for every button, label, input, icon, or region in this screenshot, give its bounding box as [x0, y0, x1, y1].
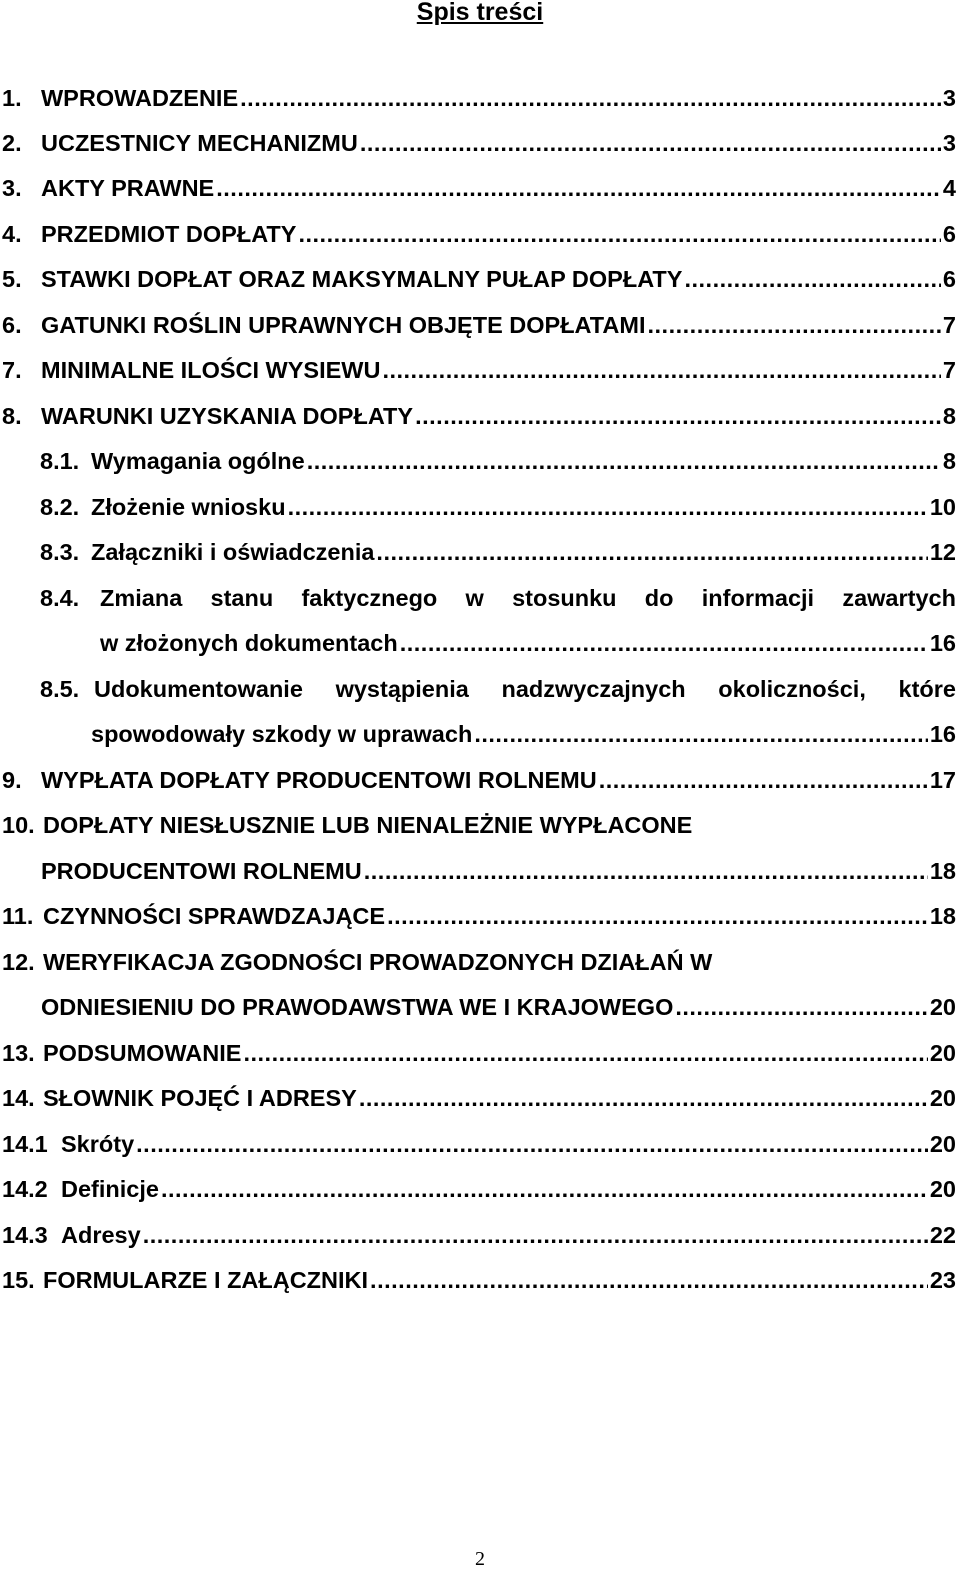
- toc-subentry-continuation[interactable]: [0, 718, 960, 750]
- toc-entry-number: 3.: [2, 175, 22, 201]
- toc-word: w: [465, 585, 484, 611]
- toc-subentry[interactable]: [0, 491, 960, 523]
- toc-entry-number: 8.2.: [40, 494, 80, 520]
- toc-entry-title: MINIMALNE ILOŚCI WYSIEWU: [41, 357, 381, 383]
- toc-entry-page: 18: [929, 903, 956, 929]
- toc-entry-page: 7: [942, 312, 956, 338]
- toc-entry-number: 14.2: [2, 1176, 48, 1202]
- toc-entry[interactable]: [0, 127, 960, 159]
- toc-entry-title: CZYNNOŚCI SPRAWDZAJĄCE: [43, 903, 386, 929]
- toc-entry-number: 1.: [2, 85, 22, 111]
- toc-entry-continuation[interactable]: [0, 991, 960, 1023]
- toc-entry-number: 14.3: [2, 1222, 48, 1248]
- toc-entry-page: 20: [929, 1176, 956, 1202]
- toc-leader-dots: [216, 172, 941, 204]
- toc-entry-page: 20: [929, 1040, 956, 1066]
- toc-subentry-continuation[interactable]: [0, 627, 960, 659]
- toc-entry[interactable]: [0, 218, 960, 250]
- toc-entry-page: 7: [942, 357, 956, 383]
- toc-leader-dots: [360, 127, 941, 159]
- toc-word: nadzwyczajnych: [501, 676, 686, 702]
- toc-word: wystąpienia: [335, 676, 469, 702]
- toc-entry[interactable]: [0, 946, 960, 978]
- toc-entry-title: AKTY PRAWNE: [41, 175, 215, 201]
- toc-entry-page: 6: [942, 221, 956, 247]
- toc-leader-dots: [243, 1037, 927, 1069]
- toc-entry[interactable]: [0, 809, 960, 841]
- toc-word: Udokumentowanie: [94, 676, 303, 702]
- toc-entry-title: Załączniki i oświadczenia: [91, 539, 375, 565]
- toc-leader-dots: [359, 1082, 928, 1114]
- toc-entry-number: 13.: [2, 1040, 35, 1066]
- toc-leader-dots: [376, 536, 927, 568]
- toc-entry-title: UCZESTNICY MECHANIZMU: [41, 130, 358, 156]
- toc-entry-page: 12: [929, 539, 956, 565]
- toc-leader-dots: [307, 445, 941, 477]
- toc-entry-number: 2.: [2, 130, 22, 156]
- toc-entry[interactable]: [0, 900, 960, 932]
- toc-entry-title: Skróty: [61, 1131, 135, 1157]
- toc-entry-number: 8.: [2, 403, 22, 429]
- toc-entry-number: 11.: [2, 903, 34, 929]
- toc-entry-page: 16: [929, 721, 956, 747]
- toc-entry-number: 10.: [2, 812, 35, 838]
- toc-word: do: [644, 585, 674, 611]
- toc-leader-dots: [400, 627, 928, 659]
- toc-entry[interactable]: [0, 309, 960, 341]
- toc-subentry[interactable]: [0, 1219, 960, 1251]
- toc-entry-page: 16: [929, 630, 956, 656]
- toc-leader-dots: [370, 1264, 928, 1296]
- toc-leader-dots: [288, 491, 928, 523]
- toc-subentry[interactable]: [0, 536, 960, 568]
- toc-entry-title-line1: WERYFIKACJA ZGODNOŚCI PROWADZONYCH DZIAŁAŃ W: [43, 949, 713, 975]
- toc-entry-page: 17: [929, 767, 956, 793]
- toc-subentry[interactable]: [0, 582, 960, 614]
- toc-entry-title: WPROWADZENIE: [41, 85, 239, 111]
- toc-entry-page: 20: [929, 1131, 956, 1157]
- toc-leader-dots: [298, 218, 940, 250]
- toc-entry-page: 10: [929, 494, 956, 520]
- toc-entry-title-line2: PRODUCENTOWI ROLNEMU: [41, 858, 362, 884]
- toc-entry-page: 6: [942, 266, 956, 292]
- toc-entry-title-line2: w złożonych dokumentach: [100, 630, 398, 656]
- toc-entry-number: 9.: [2, 767, 22, 793]
- toc-entry[interactable]: [0, 172, 960, 204]
- toc-entry[interactable]: [0, 354, 960, 386]
- toc-word: stanu: [210, 585, 274, 611]
- toc-leader-dots: [136, 1128, 928, 1160]
- toc-subentry[interactable]: [0, 1128, 960, 1160]
- toc-leader-dots: [387, 900, 928, 932]
- toc-word: Zmiana: [100, 585, 183, 611]
- toc-entry-number: 12.: [2, 949, 35, 975]
- toc-entry-title-line1: DOPŁATY NIESŁUSZNIE LUB NIENALEŻNIE WYPŁACONE: [43, 812, 693, 838]
- toc-leader-dots: [415, 400, 941, 432]
- toc-entry-page: 8: [942, 448, 956, 474]
- toc-entry-title: FORMULARZE I ZAŁĄCZNIKI: [43, 1267, 369, 1293]
- toc-entry-page: 18: [929, 858, 956, 884]
- toc-entry-number: 8.4.: [40, 585, 80, 611]
- toc-entry-number: 8.3.: [40, 539, 80, 565]
- toc-leader-dots: [474, 718, 928, 750]
- toc-entry-page: 3: [942, 130, 956, 156]
- toc-subentry[interactable]: [0, 1173, 960, 1205]
- toc-entry-number: 15.: [2, 1267, 35, 1293]
- toc-entry-page: 22: [929, 1222, 956, 1248]
- page-title: Spis treści: [416, 0, 544, 26]
- toc-word: okoliczności,: [718, 676, 866, 702]
- toc-leader-dots: [240, 82, 941, 114]
- toc-entry-number: 14.: [2, 1085, 35, 1111]
- toc-leader-dots: [364, 855, 928, 887]
- toc-entry[interactable]: [0, 1264, 960, 1296]
- toc-entry-number: 5.: [2, 266, 22, 292]
- toc-entry-title: Złożenie wniosku: [91, 494, 286, 520]
- toc-entry-page: 20: [929, 1085, 956, 1111]
- toc-entry-number: 6.: [2, 312, 22, 338]
- toc-subentry[interactable]: [0, 673, 960, 705]
- toc-entry-title: Adresy: [61, 1222, 141, 1248]
- toc-word: zawartych: [842, 585, 956, 611]
- toc-leader-dots: [143, 1219, 928, 1251]
- toc-entry-title: WARUNKI UZYSKANIA DOPŁATY: [41, 403, 414, 429]
- toc-entry-title-line2: ODNIESIENIU DO PRAWODAWSTWA WE I KRAJOWEGO: [41, 994, 674, 1020]
- toc-entry-title: Wymagania ogólne: [91, 448, 305, 474]
- toc-entry-page: 3: [942, 85, 956, 111]
- toc-subentry[interactable]: [0, 445, 960, 477]
- toc-entry-title: SŁOWNIK POJĘĆ I ADRESY: [43, 1085, 357, 1111]
- toc-entry-page: 8: [942, 403, 956, 429]
- toc-word: faktycznego: [301, 585, 438, 611]
- toc-entry-title-line2: spowodowały szkody w uprawach: [91, 721, 473, 747]
- toc-leader-dots: [382, 354, 940, 386]
- toc-leader-dots: [161, 1173, 928, 1205]
- toc-entry-number: 4.: [2, 221, 22, 247]
- toc-entry-title: PRZEDMIOT DOPŁATY: [41, 221, 297, 247]
- toc-entry[interactable]: [0, 263, 960, 295]
- toc-entry-number: 8.5.: [40, 676, 80, 702]
- toc-leader-dots: [684, 263, 940, 295]
- toc-entry-title: Definicje: [61, 1176, 159, 1202]
- toc-entry-title: GATUNKI ROŚLIN UPRAWNYCH OBJĘTE DOPŁATAMI: [41, 312, 646, 338]
- toc-entry[interactable]: [0, 1082, 960, 1114]
- toc-entry-page: 4: [942, 175, 956, 201]
- toc-entry-title: STAWKI DOPŁAT ORAZ MAKSYMALNY PUŁAP DOPŁATY: [41, 266, 683, 292]
- toc-entry-title: WYPŁATA DOPŁATY PRODUCENTOWI ROLNEMU: [41, 767, 597, 793]
- toc-entry-page: 20: [929, 994, 956, 1020]
- toc-entry[interactable]: [0, 1037, 960, 1069]
- toc-entry[interactable]: [0, 400, 960, 432]
- toc-leader-dots: [599, 764, 928, 796]
- toc-leader-dots: [675, 991, 928, 1023]
- toc-leader-dots: [647, 309, 940, 341]
- toc-entry-number: 7.: [2, 357, 22, 383]
- toc-entry-continuation[interactable]: [0, 855, 960, 887]
- toc-word: informacji: [701, 585, 815, 611]
- toc-entry-title-line1: [94, 673, 956, 705]
- toc-entry[interactable]: [0, 764, 960, 796]
- toc-word: stosunku: [512, 585, 617, 611]
- toc-entry-number: 8.1.: [40, 448, 80, 474]
- toc-entry[interactable]: [0, 82, 960, 114]
- toc-entry-page: 23: [929, 1267, 956, 1293]
- toc-entry-number: 14.1: [2, 1131, 48, 1157]
- page-number: 2: [475, 1548, 485, 1570]
- toc-entry-title-line1: [100, 582, 956, 614]
- toc-word: które: [898, 676, 956, 702]
- toc-entry-title: PODSUMOWANIE: [43, 1040, 242, 1066]
